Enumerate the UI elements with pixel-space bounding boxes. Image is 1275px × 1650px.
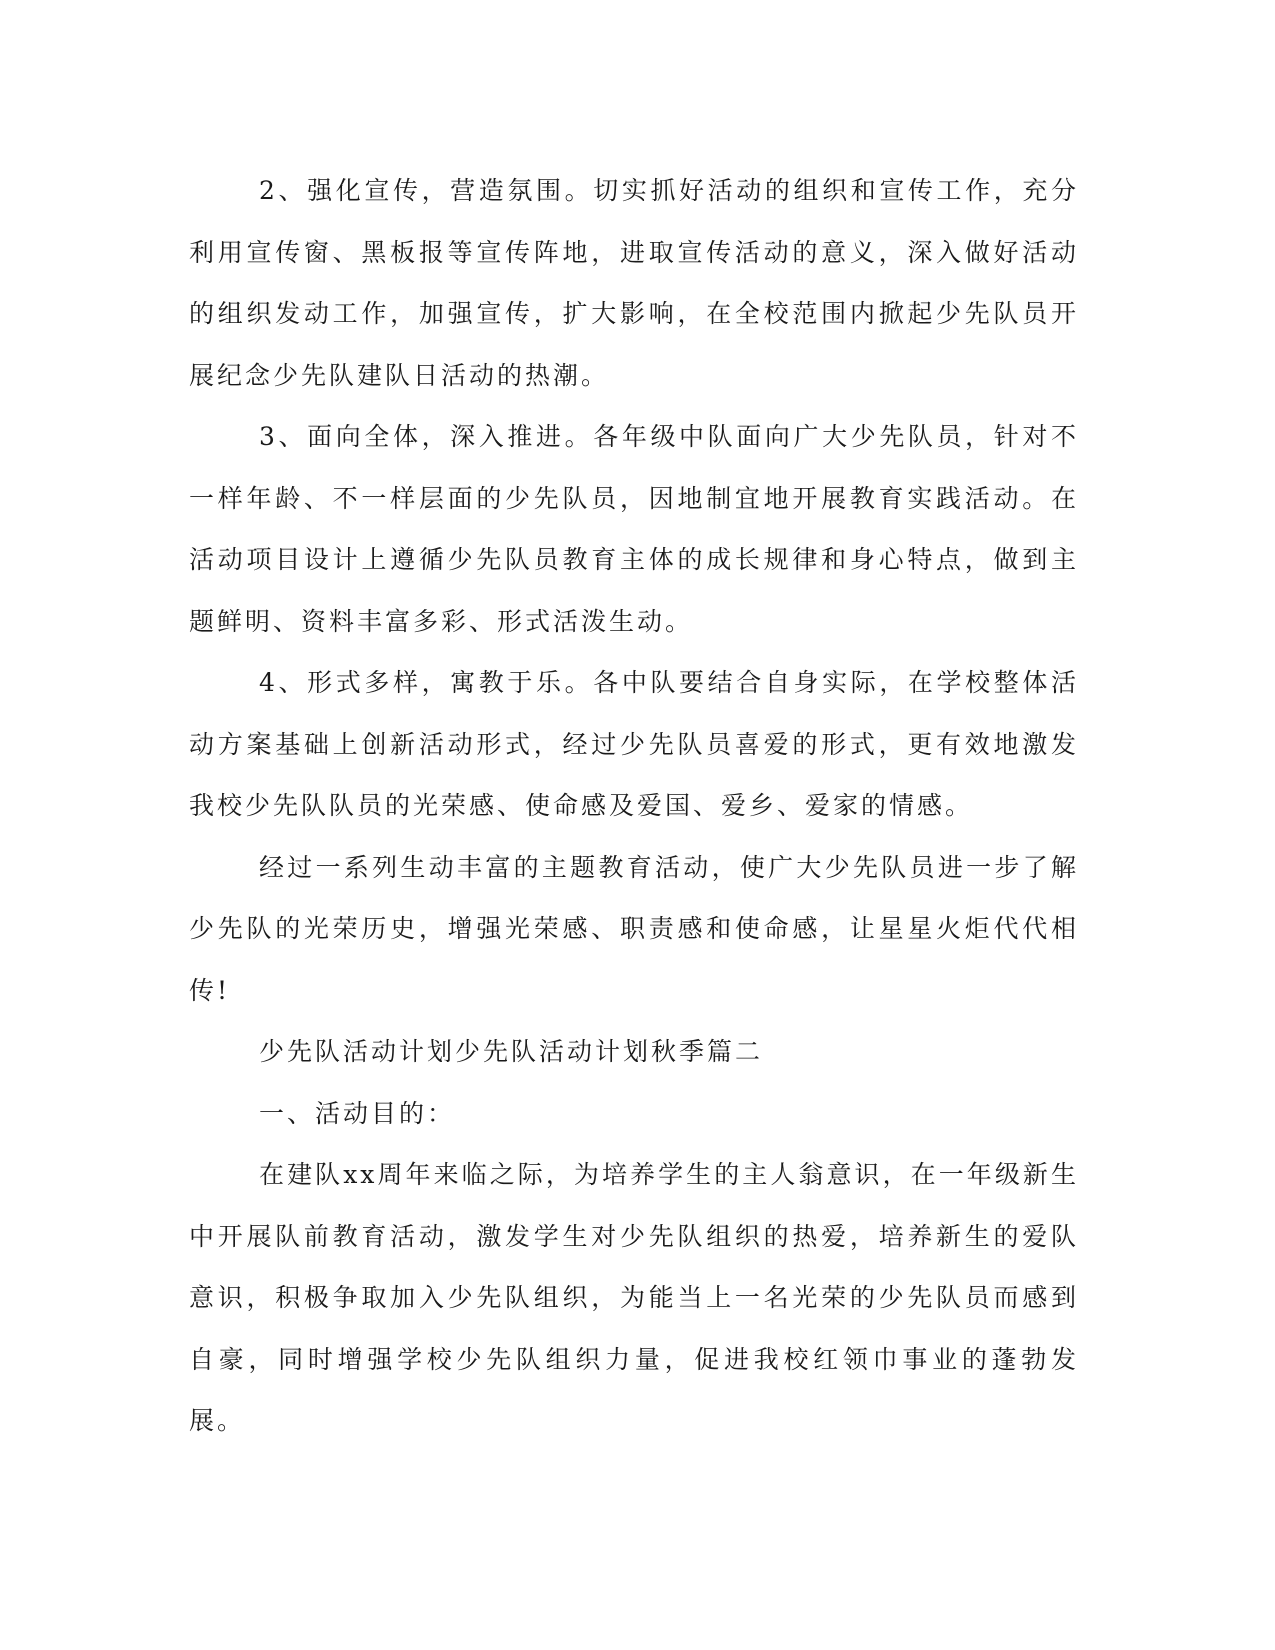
- paragraph-conclusion: 经过一系列生动丰富的主题教育活动，使广大少先队员进一步了解少先队的光荣历史，增强光荣感、职责感和使命感，让星星火炬代代相传!: [189, 852, 1079, 1005]
- section-title: 少先队活动计划少先队活动计划秋季篇二: [259, 1037, 764, 1066]
- paragraph-diverse-forms: 4、形式多样，寓教于乐。各中队要结合自身实际，在学校整体活动方案基础上创新活动形式，经过少先队员喜爱的形式，更有效地激发我校少先队队员的光荣感、使命感及爱国、爱乡、爱家的情感。: [189, 668, 1079, 820]
- paragraph-all-members: 3、面向全体，深入推进。各年级中队面向广大少先队员，针对不一样年龄、不一样层面的少先队员，因地制宜地开展教育实践活动。在活动项目设计上遵循少先队员教育主体的成长规律和身心特点，做到主题鲜明、资料丰富多彩、形式活泼生动。: [189, 422, 1079, 636]
- paragraph-publicity: 2、强化宣传，营造氛围。切实抓好活动的组织和宣传工作，充分利用宣传窗、黑板报等宣传阵地，进取宣传活动的意义，深入做好活动的组织发动工作，加强宣传，扩大影响，在全校范围内掀起少先队员开展纪念少先队建队日活动的热潮。: [189, 176, 1079, 390]
- document-body: [189, 160, 1079, 1452]
- paragraph-purpose: 在建队xx周年来临之际，为培养学生的主人翁意识，在一年级新生中开展队前教育活动，激发学生对少先队组织的热爱，培养新生的爱队意识，积极争取加入少先队组织，为能当上一名光荣的少先队员而感到自豪，同时增强学校少先队组织力量，促进我校红领巾事业的蓬勃发展。: [189, 1160, 1079, 1435]
- section-heading-purpose: 一、活动目的：: [259, 1098, 456, 1128]
